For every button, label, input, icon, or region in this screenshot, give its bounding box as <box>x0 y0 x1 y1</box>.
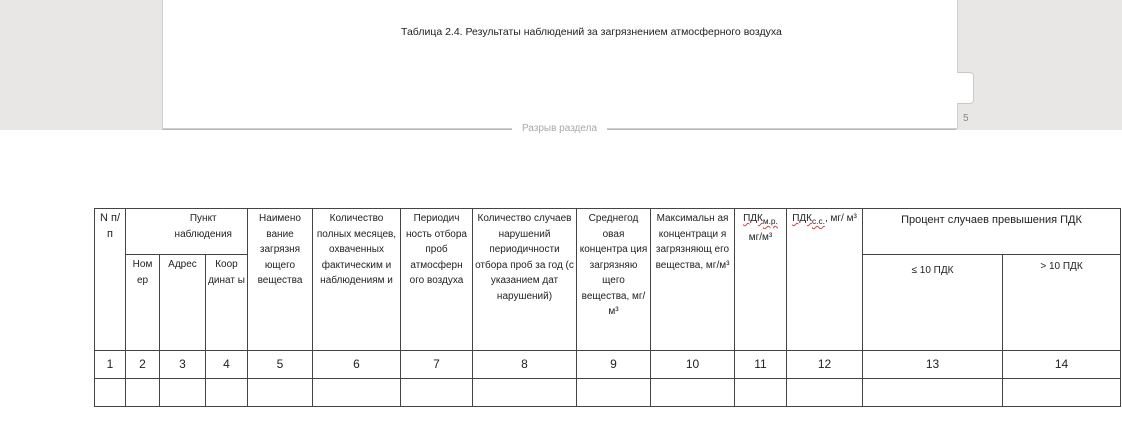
header-pdk-ss <box>787 209 863 351</box>
table-cell[interactable] <box>577 379 651 407</box>
pdk-mr-base: ПДК <box>743 213 763 224</box>
table-cell[interactable] <box>473 379 577 407</box>
header-point-coordinates: Коор динат ы <box>206 255 248 351</box>
column-number-row <box>95 351 1121 379</box>
table-cell[interactable] <box>95 379 126 407</box>
header-exceed-le-10: ≤ 10 ПДК <box>863 255 1003 351</box>
column-number: 13 <box>863 351 1003 379</box>
table-cell[interactable] <box>1003 379 1121 407</box>
column-number: 14 <box>1003 351 1121 379</box>
pdk-mr-unit: мг/м³ <box>748 231 773 243</box>
column-number: 5 <box>248 351 313 379</box>
header-exceed-gt-10: > 10 ПДК <box>1003 255 1121 351</box>
column-number: 2 <box>126 351 160 379</box>
table-cell[interactable] <box>863 379 1003 407</box>
table-cell[interactable] <box>735 379 787 407</box>
table-cell[interactable] <box>401 379 473 407</box>
header-exceedance-percent: Процент случаев превышения ПДК <box>863 209 1121 255</box>
column-number: 3 <box>160 351 206 379</box>
section-break-label: Разрыв раздела <box>512 123 607 134</box>
table-cell[interactable] <box>206 379 248 407</box>
header-max-concentration: Максимальн ая концентраци я загрязняющ его вещества, мг/м³ <box>651 209 735 351</box>
header-pdk-mr <box>735 209 787 351</box>
table-cell[interactable] <box>651 379 735 407</box>
header-observation-point: Пункт наблюдения <box>160 209 248 255</box>
table-cell[interactable] <box>248 379 313 407</box>
column-number: 9 <box>577 351 651 379</box>
header-periodicity: Периодич ность отбора проб атмосферн ого воздуха <box>401 209 473 351</box>
header-blank-cell <box>126 209 160 255</box>
section-break <box>162 122 956 136</box>
table-cell[interactable] <box>313 379 401 407</box>
observation-results-table <box>94 208 1121 407</box>
column-number: 11 <box>735 351 787 379</box>
pdk-ss-sub: с.с. <box>811 216 825 226</box>
column-number: 4 <box>206 351 248 379</box>
table-caption: Таблица 2.4. Результаты наблюдений за загрязнением атмосферного воздуха <box>401 26 782 38</box>
table-cell[interactable] <box>787 379 863 407</box>
table-cell[interactable] <box>126 379 160 407</box>
header-avg-concentration: Среднегод овая концентра ция загрязняю щего вещества, мг/м³ <box>577 209 651 351</box>
pdk-ss-base: ПДК <box>792 213 812 224</box>
page-side-handle[interactable] <box>957 72 974 104</box>
section-break-line-left <box>162 129 512 130</box>
table-cell[interactable] <box>160 379 206 407</box>
previous-page <box>162 0 958 129</box>
section-break-line-right <box>607 129 956 130</box>
pdk-ss-unit: , мг/ м³ <box>824 213 857 224</box>
header-substance: Наимено вание загрязня ющего вещества <box>248 209 313 351</box>
header-point-address: Адрес <box>160 255 206 351</box>
column-number: 6 <box>313 351 401 379</box>
column-number: 10 <box>651 351 735 379</box>
header-point-number: Ном ер <box>126 255 160 351</box>
header-months-count: Количество полных месяцев, охваченных фактическим и наблюдениям и <box>313 209 401 351</box>
column-number: 12 <box>787 351 863 379</box>
column-number: 1 <box>95 351 126 379</box>
header-row-number: N п/ п <box>95 209 126 351</box>
column-number: 8 <box>473 351 577 379</box>
empty-data-row <box>95 379 1121 407</box>
header-violations: Количество случаев нарушений периодичности отбора проб за год (с указанием дат нарушений) <box>473 209 577 351</box>
column-number: 7 <box>401 351 473 379</box>
page-number: 5 <box>963 113 969 124</box>
pdk-mr-sub: м.р. <box>762 216 778 226</box>
